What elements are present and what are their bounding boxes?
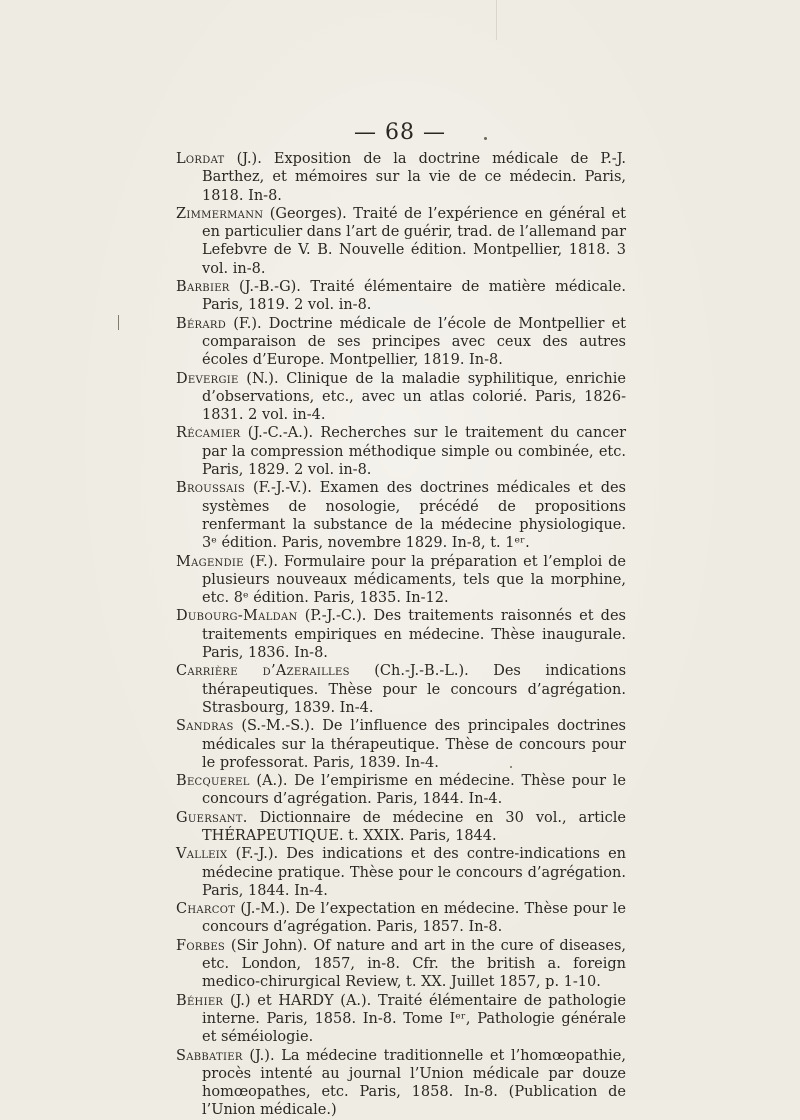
bibliography-entry [176,717,626,772]
bibliography-entry [176,992,626,1047]
entry-text: (A.). De l’empirisme en médecine. Thèse pour le concours d’agrégation. Paris, 1844. In-4. [202,773,626,808]
entry-author: Valleix [176,846,228,863]
bibliography-entry [176,370,626,425]
entry-author: Becquerel [176,773,250,790]
entry-text: (J.-B.-G). Traité élémentaire de matière médicale. Paris, 1819. 2 vol. in-8. [202,279,626,314]
entry-text: (Ch.-J.-B.-L.). Des indications thérapeutiques. Thèse pour le concours d’agrégation. Strasbourg, 1839. In-4. [202,663,627,716]
entry-author: Lordat [176,151,225,167]
entry-author: Sabbatier [176,1047,243,1064]
entry-text: (F.-J.-V.). Examen des doctrines médicales et des systèmes de nosologie, précédé de propositions renfermant la substance de la médecine physiologique. 3ᵉ édition. Paris, novembre 1829. In-8, t. 1ᵉʳ. [202,480,626,552]
bibliography-entry [176,553,626,608]
entry-author: Dubourg-Maldan [176,608,298,625]
entry-text: (J.) et HARDY (A.). Traité élémentaire de pathologie interne. Paris, 1858. In-8. Tome Iᵉʳ, Pathologie générale et séméiologie. [202,992,626,1046]
bibliography-entry [176,278,626,315]
bibliography-entry [176,607,626,662]
bibliography-entry [176,845,626,900]
entry-author: Zimmermann [176,205,264,222]
entry-text: (F.). Formulaire pour la préparation et l’emploi de plusieurs nouveaux médicaments, tels que la morphine, etc. 8ᵉ édition. Paris, 1835. In-12. [202,553,626,607]
entry-text: (S.-M.-S.). De l’influence des principales doctrines médicales sur la thérapeutique. Thèse de concours pour le professorat. Paris, 1839. In-4. [202,718,626,771]
bibliography-entry [176,479,626,552]
bibliography-entry [176,424,626,479]
entry-author: Charcot [176,901,236,918]
entry-text: (J.). Exposition de la doctrine médicale de P.-J. Barthez, et mémoires sur la vie de ce médecin. Paris, 1818. In-8. [202,151,626,204]
margin-mark [118,315,119,330]
bibliography-entry [176,205,626,278]
entry-author: Béhier [176,992,224,1009]
bibliography-entry [176,937,626,992]
ink-speck [484,137,487,140]
bibliography-entry [176,809,626,846]
entry-text: (N.). Clinique de la maladie syphilitique, enrichie d’observations, etc., avec un atlas colorié. Paris, 1826-1831. 2 vol. in-4. [202,370,626,424]
entry-text: (J.). La médecine traditionnelle et l’homœopathie, procès intenté au journal l’Union médicale par douze homœopathes, etc. Paris, 1858. In-8. (Publication de l’Union médicale.) [202,1047,626,1119]
bibliography-entry [176,315,626,370]
bibliography-entry [176,900,626,937]
entry-author: Carrière d’Azerailles [176,663,350,680]
bibliography-entry [176,772,626,809]
entry-author: Bérard [176,315,227,332]
entry-text: (F.). Doctrine médicale de l’école de Montpellier et comparaison de ses principes avec ceux des autres écoles d’Europe. Montpellier, 1819. In-8. [202,315,626,369]
entry-text: (Georges). Traité de l’expérience en général et en particulier dans l’art de guérir, trad. de l’allemand par Lefebvre de V. B. Nouvelle édition. Montpellier, 1818. 3 vol. in-8. [202,205,626,277]
entry-text: (J.-C.-A.). Recherches sur le traitement du cancer par la compression méthodique simple ou combinée, etc. Paris, 1829. 2 vol. in-8. [202,425,626,479]
entry-text: (Sir John). Of nature and art in the cure of diseases, etc. London, 1857, in-8. Cfr. the british a. foreign medico-chirurgical Review, t. XX. Juillet 1857, p. 1-10. [202,937,626,991]
entry-text: (P.-J.-C.). Des traitements raisonnés et des traitements empiriques en médecine. Thèse inaugurale. Paris, 1836. In-8. [202,608,626,662]
bibliography-entry [176,1047,626,1120]
entry-text: (J.-M.). De l’expectation en médecine. Thèse pour le concours d’agrégation. Paris, 1857. In-8. [202,901,626,936]
entry-author: Broussais [176,480,246,497]
entry-text: (F.-J.). Des indications et des contre-indications en médecine pratique. Thèse pour le concours d’agrégation. Paris, 1844. In-4. [202,846,626,899]
entry-author: Devergie [176,370,239,387]
entry-author: Forbes [176,937,226,954]
bibliography-list [176,150,626,1120]
entry-author: Barbier [176,279,230,296]
entry-author: Magendie [176,553,244,570]
page-number: — 68 — [354,120,446,145]
paper-stain [496,0,497,40]
entry-text: Dictionnaire de médecine en 30 vol., article THÉRAPEUTIQUE. t. XXIX. Paris, 1844. [202,809,626,844]
bibliography-entry [176,662,626,717]
entry-author: Guersant. [176,809,248,826]
entry-author: Récamier [176,425,241,442]
bibliography-entry [176,150,626,205]
entry-author: Sandras [176,718,234,735]
